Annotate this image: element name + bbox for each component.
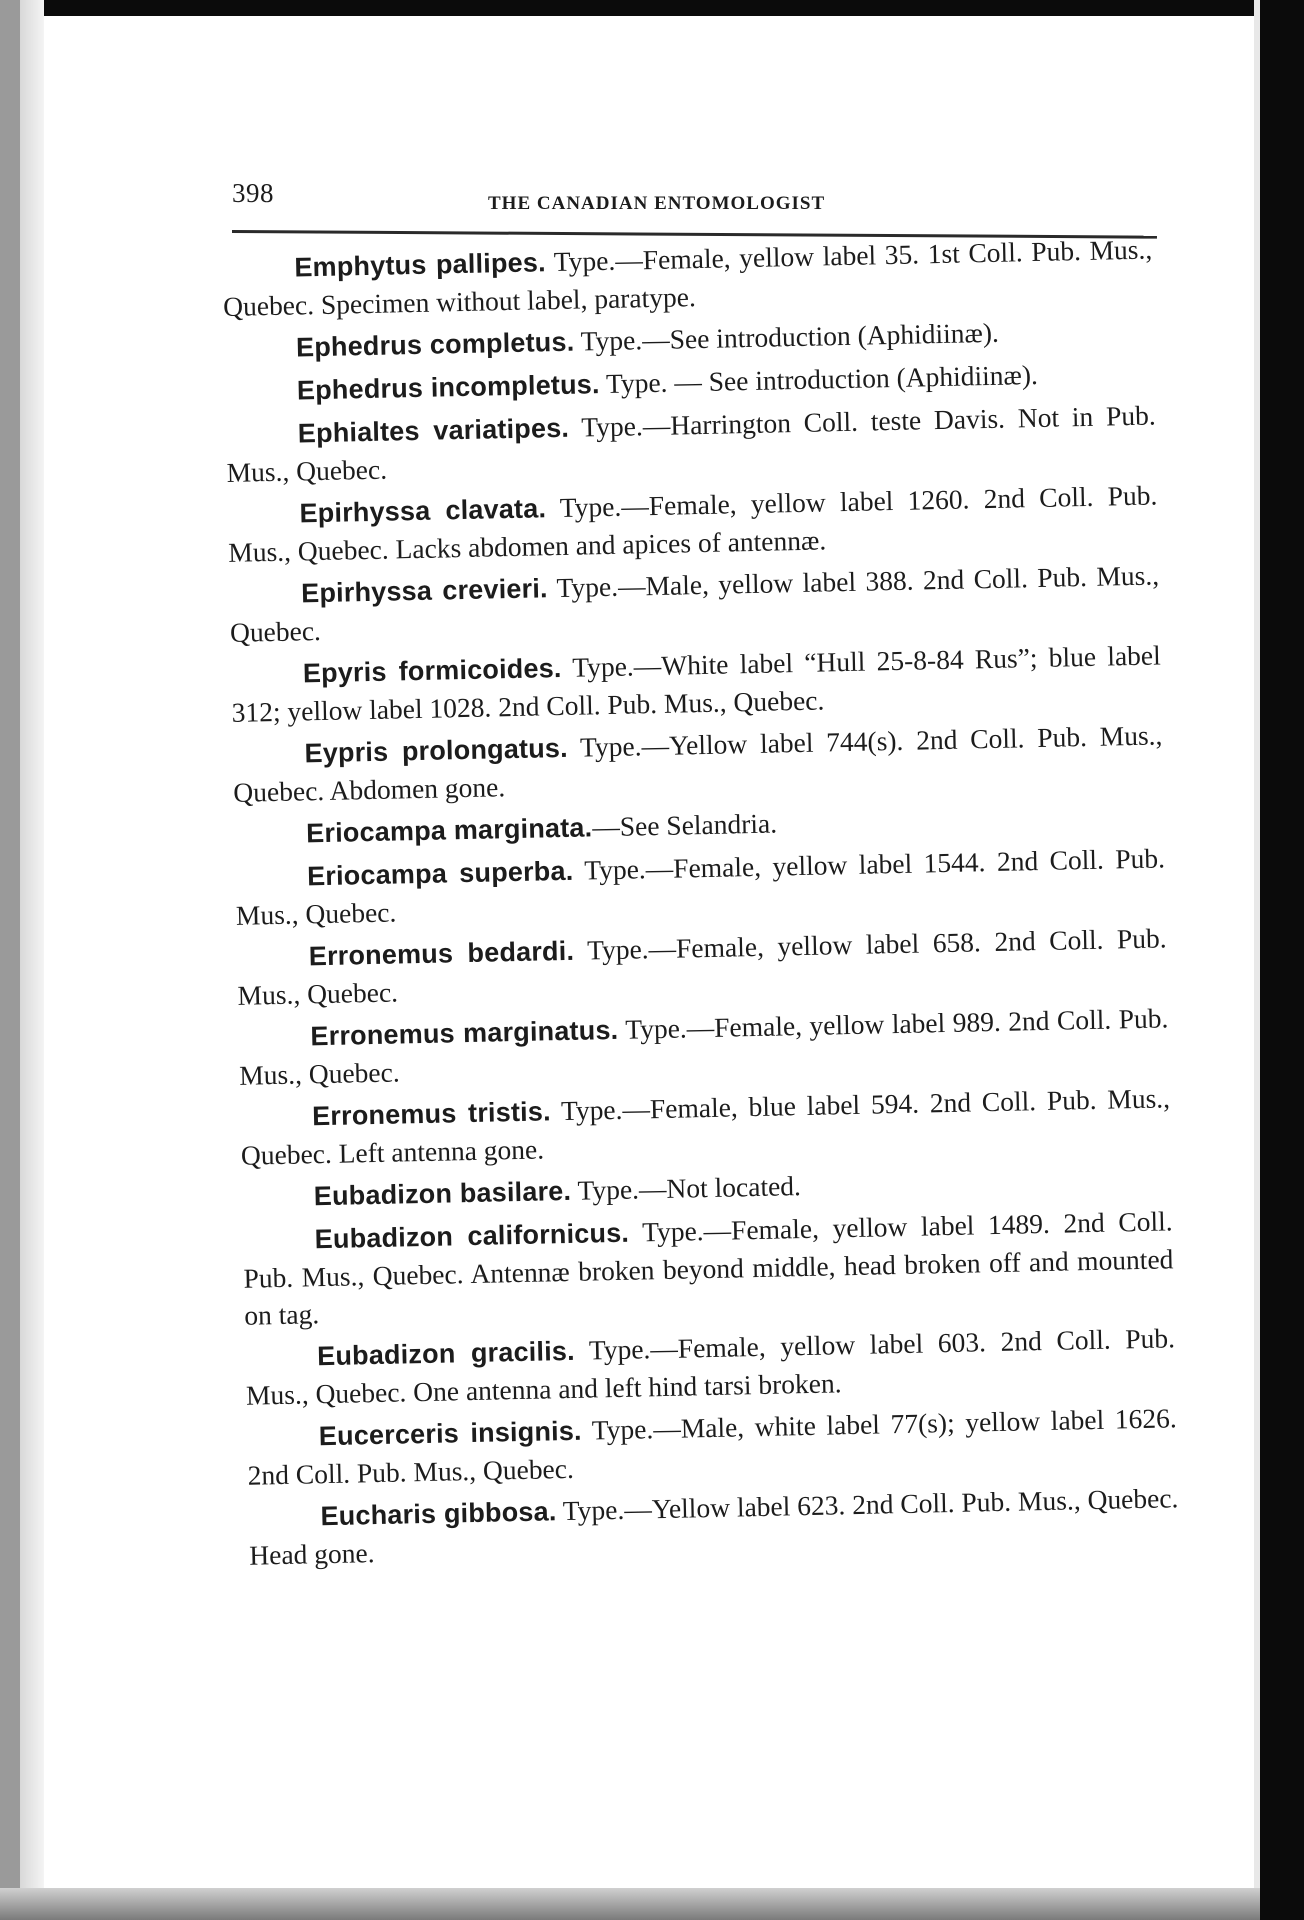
- species-name: Eriocampa marginata.: [305, 812, 593, 849]
- entry-text: Type.—Female, yellow label 1489. 2nd Coll. Pub. Mus., Quebec. Antennæ broken beyond middle, head broken off and mounted on tag.: [243, 1205, 1174, 1331]
- entry-text: Type.—Yellow label 623. 2nd Coll. Pub. Mus., Quebec. Head gone.: [249, 1482, 1179, 1571]
- entry: [240, 1079, 1171, 1173]
- species-name: Erronemus tristis.: [311, 1096, 552, 1132]
- species-name: Ephialtes variatipes.: [297, 412, 570, 449]
- entry: [227, 476, 1158, 570]
- entry-text: —See Selandria.: [591, 807, 778, 843]
- entry: [236, 919, 1167, 1013]
- entry-list: [222, 231, 1180, 1579]
- species-name: Eriocampa superba.: [306, 855, 574, 892]
- entry: [229, 556, 1160, 650]
- species-name: Eubadizon basilare.: [313, 1175, 572, 1212]
- entry-text: Type.—Female, yellow label 603. 2nd Coll. Pub. Mus., Quebec. One antenna and left hind tarsi broken.: [245, 1322, 1176, 1411]
- entry-text: Type.—White label “Hull 25-8-84 Rus”; blue label 312; yellow label 1028. 2nd Coll. Pub. Mus., Quebec.: [231, 639, 1162, 728]
- running-head: THE CANADIAN ENTOMOLOGIST: [488, 193, 826, 214]
- entry: [245, 1319, 1176, 1413]
- entry-text: Type.—Male, white label 77(s); yellow label 1626. 2nd Coll. Pub. Mus., Quebec.: [247, 1402, 1177, 1491]
- species-name: Eucerceris insignis.: [318, 1415, 582, 1452]
- species-name: Epyris formicoides.: [302, 652, 562, 689]
- entry: [242, 1202, 1174, 1333]
- species-name: Eubadizon gracilis.: [316, 1335, 576, 1372]
- entry-text: Type.—Yellow label 744(s). 2nd Coll. Pub. Mus., Quebec. Abdomen gone.: [233, 719, 1163, 808]
- species-name: Eubadizon californicus.: [314, 1217, 630, 1255]
- entry: [222, 231, 1153, 325]
- page-number: 398: [232, 178, 274, 208]
- entry-text: Type.—Female, yellow label 1544. 2nd Coll. Pub. Mus., Quebec.: [235, 842, 1166, 931]
- entry-text: Type. — See introduction (Aphidiinæ).: [599, 358, 1039, 400]
- entry-text: Type.—Female, blue label 594. 2nd Coll. Pub. Mus., Quebec. Left antenna gone.: [240, 1082, 1171, 1171]
- entry: [235, 839, 1166, 933]
- species-name: Ephedrus incompletus.: [296, 369, 600, 406]
- species-name: Erronemus marginatus.: [310, 1014, 619, 1052]
- entry: [231, 636, 1162, 730]
- entry-text: Type.—Male, yellow label 388. 2nd Coll. Pub. Mus., Quebec.: [229, 559, 1160, 648]
- species-name: Erronemus bedardi.: [308, 935, 575, 972]
- entry: [248, 1479, 1179, 1573]
- species-name: Eypris prolongatus.: [304, 732, 569, 769]
- entry: [225, 396, 1156, 490]
- entry: [232, 716, 1163, 810]
- entry-text: Type.—Harrington Coll. teste Davis. Not in Pub. Mus., Quebec.: [226, 399, 1156, 488]
- species-name: Eucharis gibbosa.: [320, 1496, 557, 1532]
- entry-text: Type.—See introduction (Aphidiinæ).: [574, 316, 1000, 357]
- entry-text: Type.—Female, yellow label 658. 2nd Coll. Pub. Mus., Quebec.: [237, 922, 1167, 1011]
- entry: [246, 1399, 1177, 1493]
- entry-text: Type.—Female, yellow label 35. 1st Coll. Pub. Mus., Quebec. Specimen without label, paratype.: [222, 233, 1153, 322]
- species-name: Emphytus pallipes.: [294, 247, 547, 283]
- entry-text: Type.—Female, yellow label 989. 2nd Coll. Pub. Mus., Quebec.: [238, 1002, 1169, 1091]
- species-name: Epirhyssa clavata.: [299, 493, 547, 529]
- entry-text: Type.—Not located.: [570, 1170, 802, 1206]
- entry-text: Type.—Female, yellow label 1260. 2nd Coll. Pub. Mus., Quebec. Lacks abdomen and apices of antennæ.: [228, 479, 1158, 568]
- species-name: Ephedrus completus.: [295, 326, 575, 363]
- entry: [238, 999, 1169, 1093]
- species-name: Epirhyssa crevieri.: [300, 573, 548, 609]
